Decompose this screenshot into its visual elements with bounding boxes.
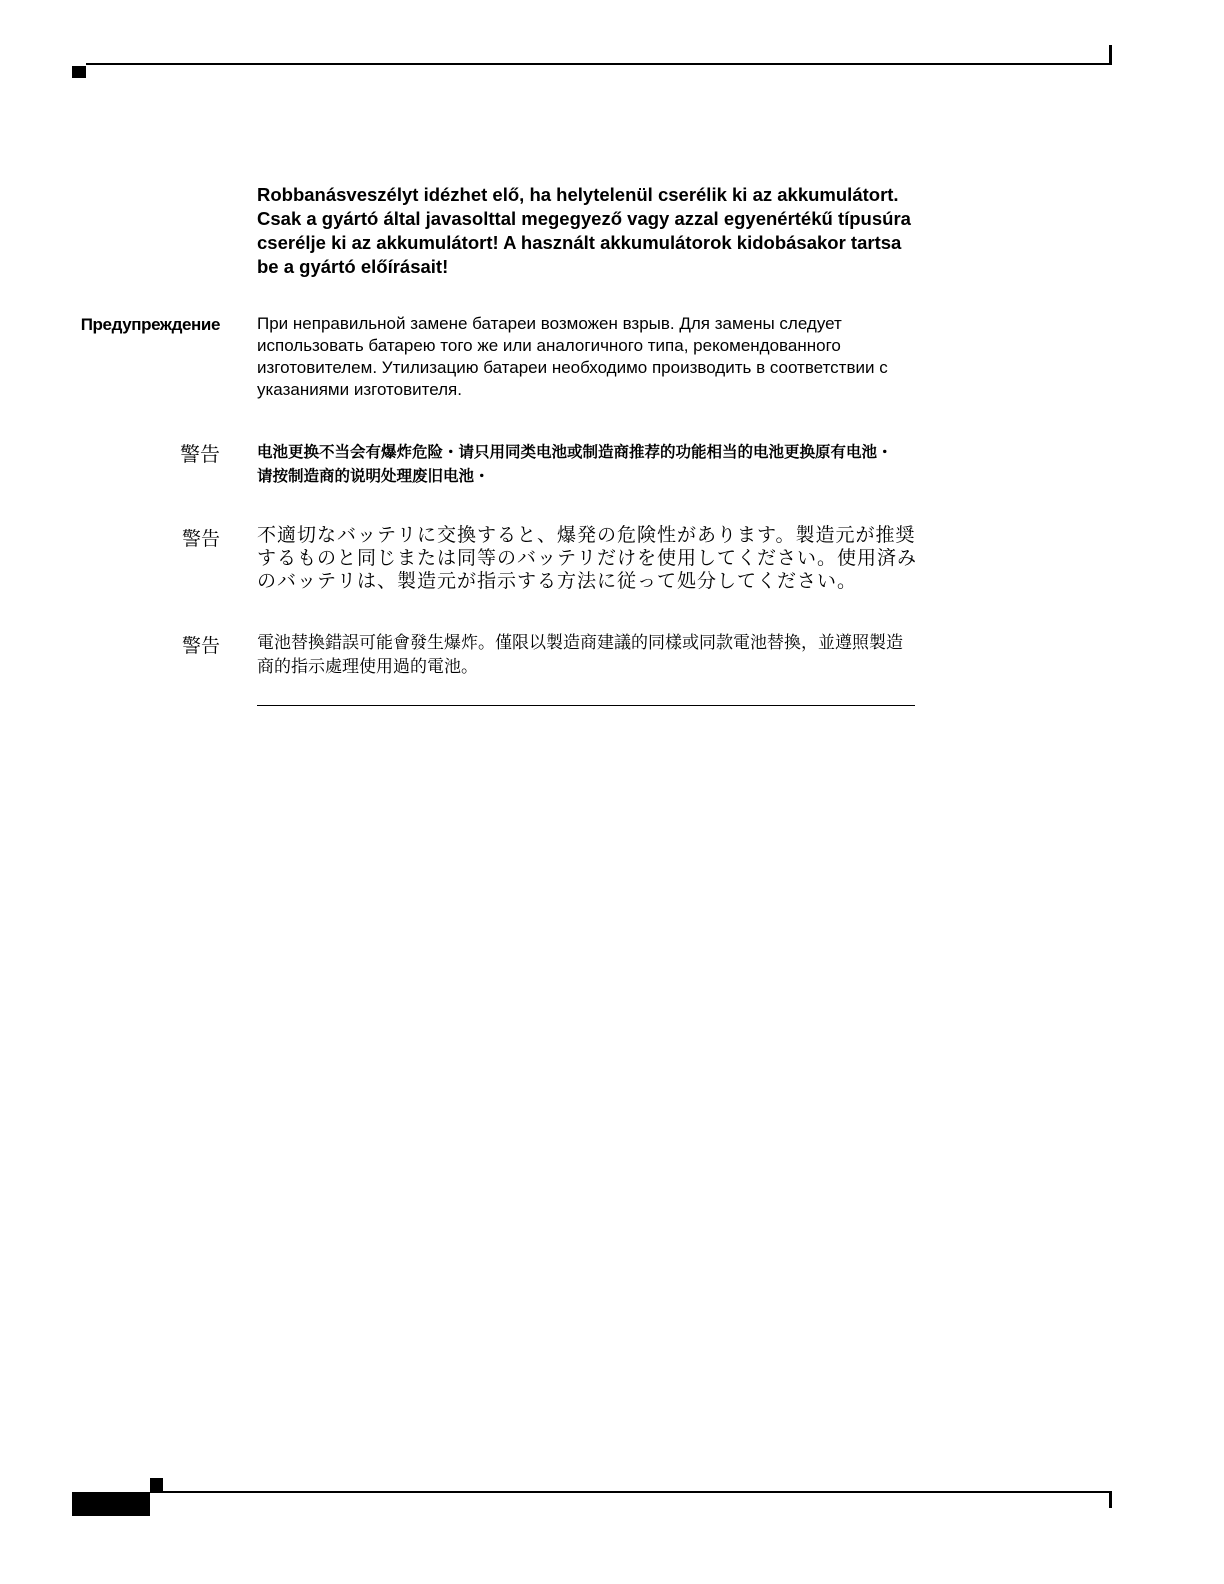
warning-text-hungarian: Robbanásveszélyt idézhet elő, ha helytelenül cserélik ki az akkumulátort. Csak a gyártó által javasolttal megegyező vagy azzal egyenértékű típusúra cserélje ki az akkumulátort! A használt akkumulátorok kidobásakor tartsa be a gyártó előírásait!: [257, 184, 911, 277]
warning-text-japanese: 不適切なバッテリに交換すると、爆発の危険性があります。製造元が推奨するものと同じまたは同等のバッテリだけを使用してください。使用済みのバッテリは、製造元が指示する方法に従って処分してください。: [257, 524, 918, 592]
warning-label-russian: Предупреждение: [80, 315, 220, 334]
section-end-rule: [257, 705, 915, 706]
warning-text-russian: При неправильной замене батареи возможен взрыв. Для замены следует использовать батарею того же или аналогичного типа, рекомендованного изготовителем. Утилизацию батареи необходимо производить в соответствии с указаниями изготовителя.: [257, 314, 888, 399]
warning-text-chinese-traditional: 電池替換錯誤可能會發生爆炸。僅限以製造商建議的同樣或同款電池替換，並遵照製造商的指示處理使用過的電池。: [257, 633, 903, 677]
warning-label-chinese-simplified: 警告: [180, 444, 220, 466]
footer-rule: [150, 1491, 1112, 1493]
warning-label-japanese: 警告: [181, 529, 220, 550]
header-rule: [86, 63, 1112, 65]
header-tick: [1109, 45, 1112, 64]
header-marker: [72, 66, 86, 78]
footer-page-block: [72, 1492, 150, 1516]
footer-tick: [1109, 1493, 1112, 1508]
warning-label-chinese-traditional: 警告: [181, 636, 220, 657]
footer-marker: [150, 1478, 163, 1492]
warning-text-chinese-simplified: 电池更换不当会有爆炸危险・请只用同类电池或制造商推荐的功能相当的电池更换原有电池・请按制造商的说明处理废旧电池・: [257, 443, 893, 485]
